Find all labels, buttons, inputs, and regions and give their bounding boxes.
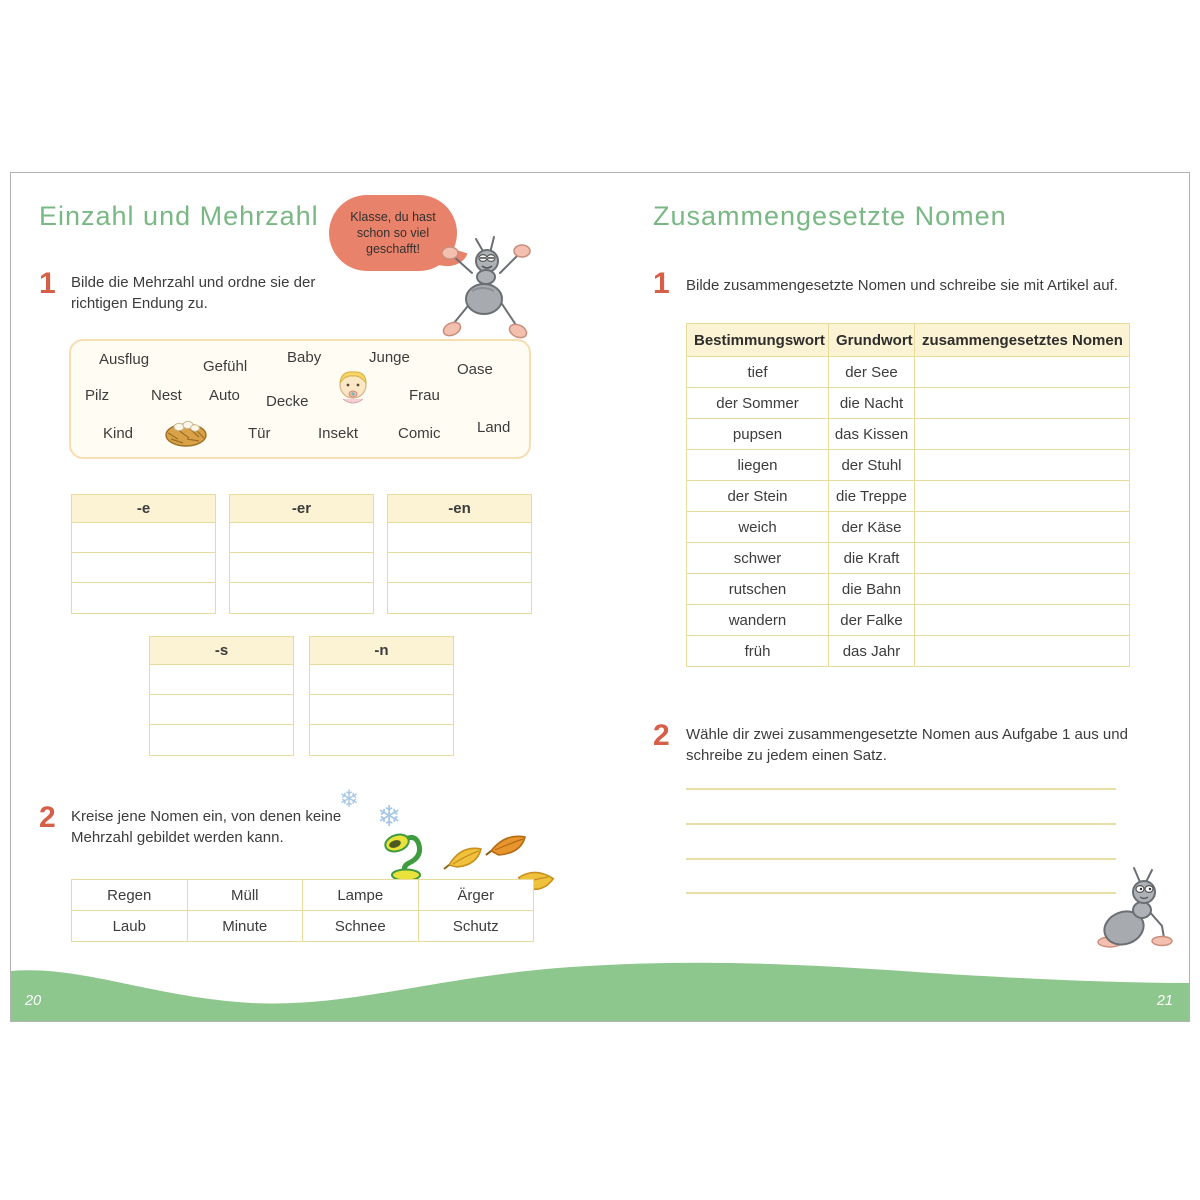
speech-bubble-text: Klasse, du hast schon so viel geschafft! — [350, 210, 436, 256]
table-row — [72, 880, 534, 911]
word-item: Nest — [151, 387, 182, 404]
table-cell: Ärger — [418, 880, 534, 911]
table-row — [687, 419, 1130, 450]
word-item: Frau — [409, 387, 440, 404]
table-cell: schwer — [687, 543, 829, 574]
table-cell: das Jahr — [829, 636, 915, 667]
ending-table-header: -e — [72, 495, 215, 523]
table-row — [687, 450, 1130, 481]
answer-cell — [915, 388, 1130, 419]
ending-table-header: -er — [230, 495, 373, 523]
empty-write-row — [72, 583, 215, 613]
word-item: Tür — [248, 425, 271, 442]
no-plural-words-table — [71, 879, 534, 942]
table-row — [72, 911, 534, 942]
table-cell: Schnee — [303, 911, 419, 942]
table-cell: tief — [687, 357, 829, 388]
answer-cell — [915, 357, 1130, 388]
table-cell: der Käse — [829, 512, 915, 543]
empty-write-row — [310, 695, 453, 725]
table-cell: wandern — [687, 605, 829, 636]
column-header: zusammengesetztes Nomen — [915, 324, 1130, 357]
answer-cell — [915, 574, 1130, 605]
empty-write-row — [388, 583, 531, 613]
ending-table-en — [387, 494, 532, 614]
right-task2-text: Wähle dir zwei zusammengesetzte Nomen aus Aufgabe 1 aus und schreibe zu jedem einen Satz. — [686, 726, 1128, 764]
empty-write-row — [150, 725, 293, 755]
table-row — [687, 357, 1130, 388]
table-row — [687, 574, 1130, 605]
empty-write-row — [230, 583, 373, 613]
table-cell: das Kissen — [829, 419, 915, 450]
table-row — [687, 512, 1130, 543]
empty-write-row — [150, 695, 293, 725]
writing-line — [686, 788, 1116, 790]
table-cell: weich — [687, 512, 829, 543]
right-task1-text: Bilde zusammengesetzte Nomen und schreibe sie mit Artikel auf. — [686, 277, 1118, 294]
snowflake-icon: ❄ — [377, 801, 402, 833]
empty-write-row — [150, 665, 293, 695]
left-page-title: Einzahl und Mehrzahl — [39, 201, 319, 231]
word-item: Insekt — [318, 425, 359, 442]
table-cell: die Bahn — [829, 574, 915, 605]
word-item: Junge — [369, 349, 410, 366]
empty-write-row — [72, 523, 215, 553]
table-cell: der Sommer — [687, 388, 829, 419]
empty-write-row — [230, 523, 373, 553]
desk-lamp-icon — [379, 829, 433, 881]
empty-write-row — [310, 725, 453, 755]
table-cell: Lampe — [303, 880, 419, 911]
table-cell: Laub — [72, 911, 188, 942]
word-item: Land — [477, 419, 511, 436]
table-cell: die Nacht — [829, 388, 915, 419]
word-item: Kind — [103, 425, 134, 442]
table-row — [687, 481, 1130, 512]
empty-write-row — [72, 553, 215, 583]
left-task1-text: Bilde die Mehrzahl und ordne sie der richtigen Endung zu. — [71, 274, 316, 312]
writing-line — [686, 858, 1116, 860]
word-item: Decke — [266, 393, 309, 410]
ending-table-s — [149, 636, 294, 756]
left-task2-number: 2 — [39, 801, 56, 834]
ending-table-e — [71, 494, 216, 614]
word-item: Baby — [287, 349, 322, 366]
table-row — [687, 388, 1130, 419]
table-cell: pupsen — [687, 419, 829, 450]
empty-write-row — [388, 523, 531, 553]
table-cell: Minute — [187, 911, 303, 942]
left-page-number: 20 — [25, 993, 42, 1009]
answer-cell — [915, 512, 1130, 543]
word-item: Ausflug — [99, 351, 150, 368]
empty-write-row — [310, 665, 453, 695]
ending-table-n — [309, 636, 454, 756]
ending-table-header: -s — [150, 637, 293, 665]
word-item: Oase — [457, 361, 493, 378]
answer-cell — [915, 419, 1130, 450]
word-item: Pilz — [85, 387, 110, 404]
table-cell: die Kraft — [829, 543, 915, 574]
right-page-title: Zusammengesetzte Nomen — [653, 201, 1007, 231]
leaf-icon — [485, 831, 531, 861]
bird-nest-icon — [163, 415, 209, 449]
table-cell: der Stein — [687, 481, 829, 512]
answer-cell — [915, 543, 1130, 574]
empty-write-row — [388, 553, 531, 583]
table-row — [687, 636, 1130, 667]
ending-table-er — [229, 494, 374, 614]
table-cell: Regen — [72, 880, 188, 911]
table-cell: Schutz — [418, 911, 534, 942]
word-item: Gefühl — [203, 358, 248, 375]
answer-cell — [915, 636, 1130, 667]
writing-line — [686, 892, 1116, 894]
writing-line — [686, 823, 1116, 825]
word-item: Comic — [398, 425, 441, 442]
right-task1-number: 1 — [653, 267, 670, 300]
table-cell: der Stuhl — [829, 450, 915, 481]
ending-table-header: -n — [310, 637, 453, 665]
left-task2-text: Kreise jene Nomen ein, von denen keine Mehrzahl gebildet werden kann. — [71, 808, 342, 846]
column-header: Bestimmungswort — [687, 324, 829, 357]
book-spread — [10, 172, 1190, 1022]
table-cell: die Treppe — [829, 481, 915, 512]
table-cell: Müll — [187, 880, 303, 911]
sitting-ant-icon — [1096, 866, 1176, 956]
table-cell: der Falke — [829, 605, 915, 636]
table-cell: liegen — [687, 450, 829, 481]
table-cell: der See — [829, 357, 915, 388]
table-row — [687, 543, 1130, 574]
column-header: Grundwort — [829, 324, 915, 357]
right-page-number: 21 — [1156, 993, 1173, 1009]
table-cell: rutschen — [687, 574, 829, 605]
word-pool-box — [69, 339, 531, 459]
table-cell: früh — [687, 636, 829, 667]
snowflake-icon: ❄ — [339, 786, 360, 813]
table-row — [687, 605, 1130, 636]
word-item: Auto — [209, 387, 240, 404]
right-task2-number: 2 — [653, 719, 670, 752]
answer-cell — [915, 605, 1130, 636]
empty-write-row — [230, 553, 373, 583]
ending-table-header: -en — [388, 495, 531, 523]
compound-noun-table — [686, 323, 1130, 667]
left-task1-number: 1 — [39, 267, 56, 300]
cheering-ant-icon — [436, 235, 536, 345]
answer-cell — [915, 481, 1130, 512]
baby-face-icon — [333, 367, 373, 409]
answer-cell — [915, 450, 1130, 481]
leaf-icon — [443, 841, 487, 871]
table-header-row — [687, 324, 1130, 357]
footer-wave — [11, 961, 1190, 1021]
